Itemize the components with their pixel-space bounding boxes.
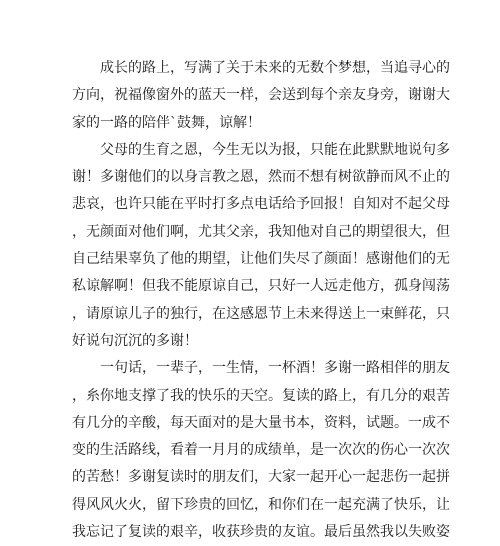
document-body	[72, 55, 450, 546]
text-line: 自己结果辜负了他的期望，让他们失尽了颜面！感谢他们的无	[72, 251, 450, 268]
text-line: 的苦愁！多谢复读时的朋友们，大家一起开心一起悲伤一起拼	[72, 469, 450, 486]
text-line: 得风风火火，留下珍贵的回忆，和你们在一起充满了快乐，让	[72, 496, 450, 513]
text-line: 谢！多谢他们的以身言教之恩，然而不想有树欲静而风不止的	[72, 169, 450, 186]
text-line: 一句话，一辈子，一生情，一杯酒！多谢一路相伴的朋友	[100, 360, 450, 377]
text-line: ，糸你地支撑了我的快乐的天空。复读的路上，有几分的艰苦	[72, 387, 450, 404]
text-line: 有几分的辛酸，每天面对的是大量书本，资料，试题。一成不	[72, 414, 450, 431]
text-line: 家的一路的陪伴`鼓舞，谅解！	[72, 114, 261, 131]
text-line: ，无颜面对他们啊，尤其父亲，我知他对自己的期望很大，但	[72, 223, 450, 240]
text-line: 方向，祝福像窗外的蓝天一样，会送到每个亲友身旁，谢谢大	[72, 87, 450, 104]
text-line: ，请原谅儿子的独行，在这感恩节上未来得送上一束鲜花，只	[72, 305, 450, 322]
text-line: 父母的生育之恩，今生无以为报，只能在此默默地说句多	[100, 141, 450, 158]
text-line: 好说句沉沉的多谢！	[72, 332, 198, 349]
text-line: 变的生活路线，看着一月月的成绩单，是一次次的伤心一次次	[72, 442, 450, 459]
text-line: 成长的路上，写满了关于未来的无数个梦想，当追寻心的	[100, 60, 450, 76]
text-line: 悲哀，也许只能在平时打多点电话给予回报！自知对不起父母	[72, 196, 450, 213]
text-line: 我忘记了复读的艰辛，收获珍贵的友谊。最后虽然我以失败姿	[72, 524, 450, 541]
text-line: 私谅解啊！但我不能原谅自己，只好一人远走他方，孤身闯荡	[72, 278, 450, 295]
